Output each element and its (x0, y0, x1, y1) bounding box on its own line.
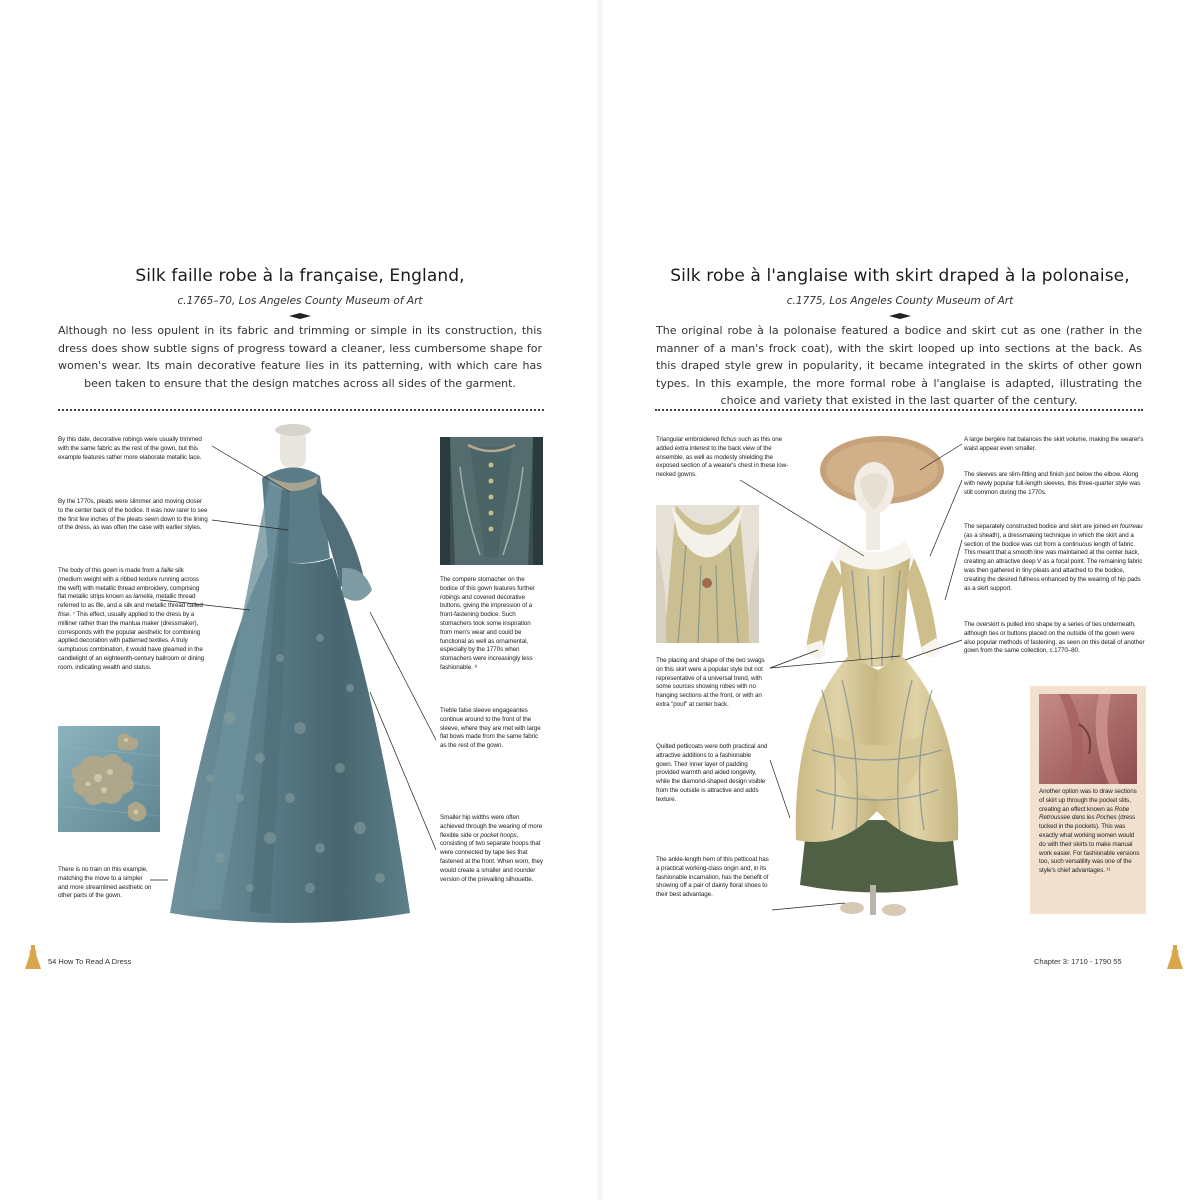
note-sleeve: Treble false sleeve engageantes continue around to the front of the sleeve, where they are met with large flat bows made from the same fabric as the rest of the gown. (440, 707, 541, 750)
fabric-detail-photo (58, 726, 160, 832)
ornament-divider-icon (289, 313, 311, 319)
note-train: There is no train on this example, matching the move to a simpler and more streamlined aesthetic on other parts of the gown. (58, 866, 152, 900)
fabric-detail-image (58, 726, 160, 832)
stomacher-detail-image (440, 437, 543, 565)
right-page-divider (655, 409, 1143, 411)
note-swags: The placing and shape of the two swags on this skirt were a popular style but not representative of a universal trend, with some sources showing robes with no hanging sections at the front, or with an extra "pouf" at center back. (656, 657, 765, 708)
left-page-subtitle: c.1765–70, Los Angeles County Museum of Art (177, 295, 423, 307)
blue-gown-photo (150, 418, 420, 933)
left-page-footer: 54 How To Read A Dress (48, 957, 132, 966)
ornament-divider-icon (889, 313, 911, 319)
note-stomacher: The compere stomacher on the bodice of this gown features further robings and covered decorative buttons, giving the impression of a front-fastening bodice. Such stomachers took some inspiration from men's wear and could be functional as well as ornamental, especially by the 1770s when stomachers were increasingly less fashionable. ⁸ (440, 576, 535, 671)
note-hat: A large bergère hat balances the skirt volume, making the wearer's waist appear even smaller. (964, 436, 1144, 452)
note-pleats: By the 1770s, pleats were slimmer and moving closer to the center back of the bodice. It was now rarer to see the first few inches of the pleats sewn down to the lining of the dress, as was often the case with earlier styles. (58, 498, 208, 532)
fichu-detail-photo (656, 505, 759, 643)
right-page (600, 0, 1200, 1200)
blue-gown-image (150, 418, 420, 933)
left-page-divider (58, 409, 544, 411)
note-fichus: Triangular embroidered fichus such as this one added extra interest to the back view of the ensemble, as well as modesty shielding the exposed section of a wearer's chest in these low-necked gowns. (656, 436, 789, 479)
cream-gown-photo (782, 430, 972, 930)
note-bodice: The separately constructed bodice and skirt are joined en fourreau (as a sheath), a dressmaking technique in which the skirt and a section of the bodice was cut from a continuous length of fabric. This meant that a smooth line was maintained at the center back, creating an attractive deep V as a focal point. The remaining fabric was then gathered in tiny pleats and attached to the bodice, creating the desired fullness enhanced by the wearing of hip pads as a skirt support. (964, 523, 1143, 592)
note-pocket: Another option was to draw sections of skirt up through the pocket slits, creating an effect known as Robe Retroussee dans les Poches (dress tucked in the pockets). This was exactly what working women would do with their skirts to make manual work easier. For fashionable versions too, such versatility was one of the style's chief advantages. ¹¹ (1039, 788, 1140, 875)
note-hem: The ankle-length hem of this petticoat has a practical working-class origin and, in its fashionable incarnation, has the benefit of showing off a pair of dainty floral shoes to their best advantage. (656, 856, 769, 899)
note-petticoat: Quilted petticoats were both practical and attractive additions to a fashionable gown. Their inner layer of padding provided warmth and aided longevity, while the diamond-shaped design visible from the outside is attractive and adds texture. (656, 743, 768, 803)
pink-silk-image (1039, 694, 1137, 784)
dress-silhouette-icon (24, 944, 42, 970)
note-sleeves: The sleeves are slim-fitting and finish just below the elbow. Along with newly popular full-length sleeves, this three-quarter style was still common during the 1770s. (964, 471, 1141, 496)
pink-silk-detail-photo (1039, 694, 1137, 784)
stomacher-detail-photo (440, 437, 543, 565)
right-page-footer: Chapter 3: 1710 - 1790 55 (1034, 957, 1122, 966)
book-gutter (596, 0, 604, 1200)
right-page-title: Silk robe à l'anglaise with skirt draped à la polonaise, (670, 266, 1130, 286)
cream-gown-image (782, 430, 972, 930)
fichu-detail-image (656, 505, 759, 643)
dress-silhouette-icon (1166, 944, 1184, 970)
note-overskirt: The overskirt is pulled into shape by a series of ties underneath, although ties or buttons placed on the outside of the gown were also popular methods of fastening, as seen on this detail of another gown from the same collection, c.1770–80. (964, 621, 1145, 655)
left-page-intro: Although no less opulent in its fabric and trimming or simple in its construction, this dress does show subtle signs of progress toward a cleaner, less cumbersome shape for women's wear. Its main decorative feature lies in its patterning, with which care has been taken to ensure that the design matches across all sides of the garment. (58, 324, 542, 390)
note-hoops: Smaller hip widths were often achieved through the wearing of more flexible side or pocket hoops, consisting of two separate hoops that were connected by tape ties that fastened at the front. When worn, they would create a smaller and rounder version of the prevailing silhouette. (440, 814, 543, 883)
right-page-intro: The original robe à la polonaise featured a bodice and skirt cut as one (rather in the manner of a man's frock coat), with the skirt looped up into sections at the back. As this draped style grew in popularity, it became integrated in the skirts of other gown types. In this example, the more formal robe à l'anglaise is adapted, illustrating the choice and variety that existed in the last quarter of the century. (656, 324, 1142, 407)
note-fabric: The body of this gown is made from a faille silk (medium weight with a ribbed texture running across the weft) with metallic thread embroidery, comprising flat metallic strips known as lamella, metallic thread referred to as file, and a silk and metallic thread called frise. ⁷ This effect, usually applied to the dress by a milliner rather than the mantua maker (dressmaker), corresponds with the popular aesthetic for combining applied decoration with patterned textiles. A truly sumptuous combination, it would have gleamed in the candlelight of an eighteenth-century ballroom or dining room, indicating wealth and status. (58, 567, 205, 671)
left-page-title: Silk faille robe à la française, England, (135, 266, 465, 286)
note-robings: By this date, decorative robings were usually trimmed with the same fabric as the rest of the gown, but this example features rather more elaborate metallic lace. (58, 436, 202, 461)
right-page-subtitle: c.1775, Los Angeles County Museum of Art (786, 295, 1014, 307)
pocket-callout-box (1030, 686, 1146, 914)
